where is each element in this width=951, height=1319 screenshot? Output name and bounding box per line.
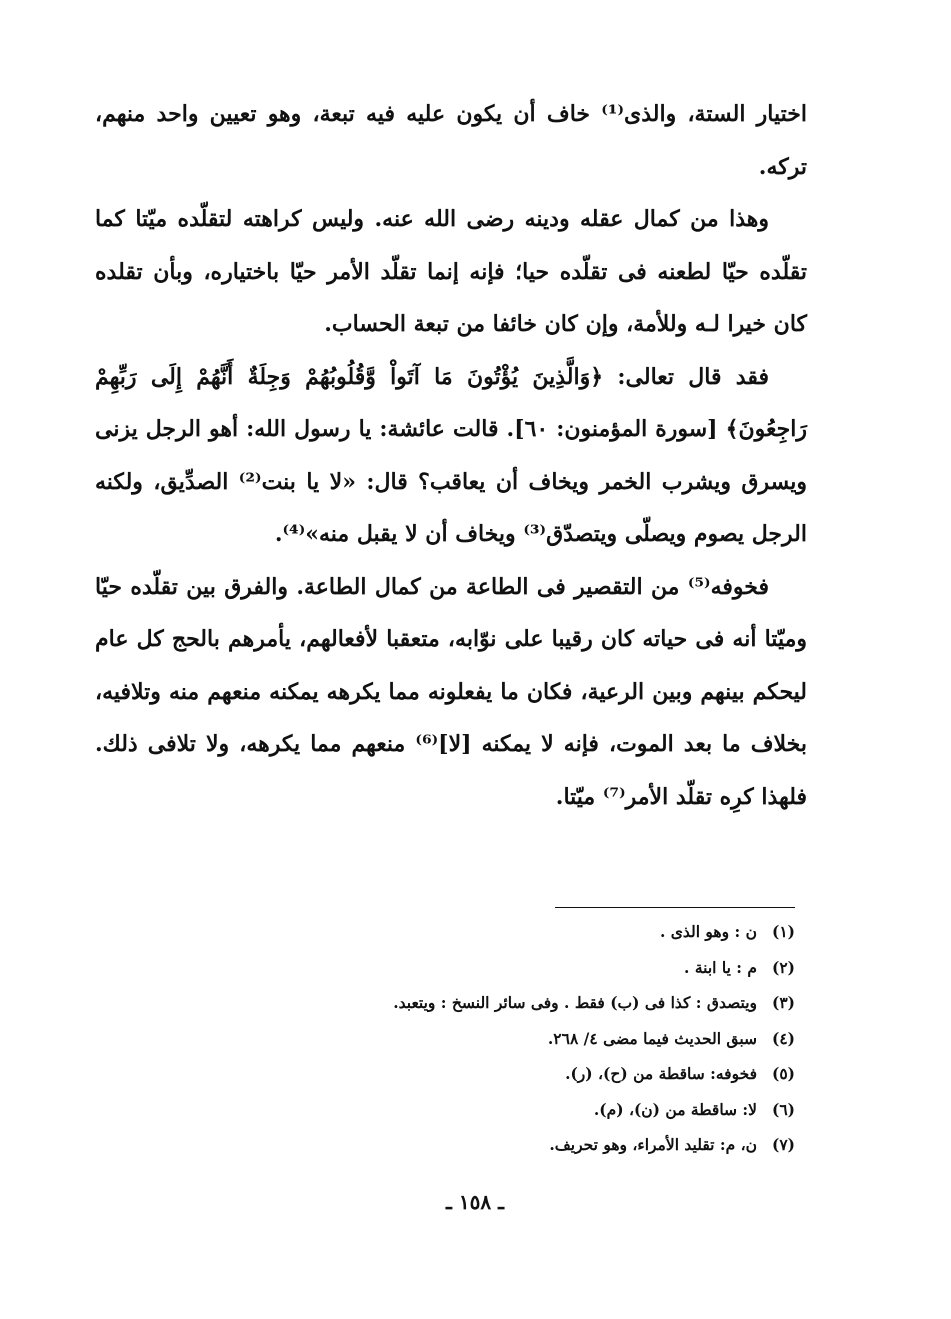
page-number: ـ ١٥٨ ـ: [446, 1190, 504, 1214]
footnote-text: لا: ساقطة من (ن)، (م).: [593, 1099, 757, 1119]
footnote-text: سبق الحديث فيما مضى ٤/ ٢٦٨.: [547, 1028, 757, 1048]
footnote-number: (٥): [771, 1064, 795, 1083]
footnote-number: (٢): [771, 957, 795, 977]
footnote-item: [250, 950, 795, 986]
footnote-item: [250, 1127, 795, 1163]
paragraph-1: اختيار الستة، والذى⁽¹⁾ خاف أن يكون عليه فيه تبعة، وهو تعيين واحد منهم، تركه.: [95, 101, 808, 180]
footnote-number: (٤): [771, 1028, 795, 1048]
footnote-text: ن : وهو الذى .: [659, 922, 757, 941]
footnote-item: [250, 914, 795, 950]
footnote-text: م : يا ابنة .: [684, 957, 757, 977]
footnote-number: (٧): [771, 1135, 795, 1154]
footnote-item: [250, 985, 795, 1021]
footnote-number: (٣): [771, 993, 795, 1012]
footnote-divider: [555, 907, 795, 908]
footnote-number: (٦): [771, 1099, 795, 1119]
paragraph-3: فقد قال تعالى: ﴿وَالَّذِينَ يُؤْتُونَ مَا آتَواْ وَّقُلُوبُهُمْ وَجِلَةٌ أَنَّهُمْ إِلَى رَبِّهِمْ رَاجِعُونَ﴾ [سورة المؤمنون: ٦٠]. قالت عائشة: يا رسول الله: أهو الرجل يزنى ويسرق ويشرب الخمر ويخاف أن يعاقب؟ قال: «لا يا بنت⁽²⁾ الصدِّيق، ولكنه الرجل يصوم ويصلّى ويتصدّق⁽³⁾ ويخاف أن لا يقبل منه»⁽⁴⁾.: [95, 363, 808, 547]
footnotes: [250, 914, 795, 1163]
footnote-text: ويتصدق : كذا فى (ب) فقط . وفى سائر النسخ : ويتعبد.: [393, 993, 757, 1012]
footnote-text: فخوفه: ساقطة من (ح)، (ر).: [565, 1064, 757, 1083]
footnote-item: [250, 1056, 795, 1092]
footnote-item: [250, 1021, 795, 1057]
paragraph-4: فخوفه⁽⁵⁾ من التقصير فى الطاعة من كمال الطاعة. والفرق بين تقلّده حيّا وميّتا أنه فى حياته كان رقيبا على نوّابه، متعقبا لأفعالهم، يأمرهم بالحج كل عام ليحكم بينهم وبين الرعية، فكان ما يفعلونه مما يكرهه يمكنه منعهم منه وتلافيه، بخلاف ما بعد الموت، فإنه لا يمكنه [لا]⁽⁶⁾ منعهم مما يكرهه، ولا تلافى ذلك. فلهذا كرِه تقلّد الأمر⁽⁷⁾ ميّتا.: [95, 573, 807, 810]
paragraph-2: وهذا من كمال عقله ودينه رضى الله عنه. وليس كراهته لتقلّده ميّتا كما تقلّده حيّا لطعنه فى تقلّده حيا؛ فإنه إنما تقلّد الأمر حيّا باختياره، وبأن تقلده كان خيرا لـه وللأمة، وإن كان خائفا من تبعة الحساب.: [95, 206, 807, 337]
footnote-number: (١): [771, 922, 795, 941]
footnote-text: ن، م: تقليد الأمراء، وهو تحريف.: [549, 1135, 757, 1154]
footnote-item: [250, 1092, 795, 1128]
main-text: [95, 88, 807, 823]
